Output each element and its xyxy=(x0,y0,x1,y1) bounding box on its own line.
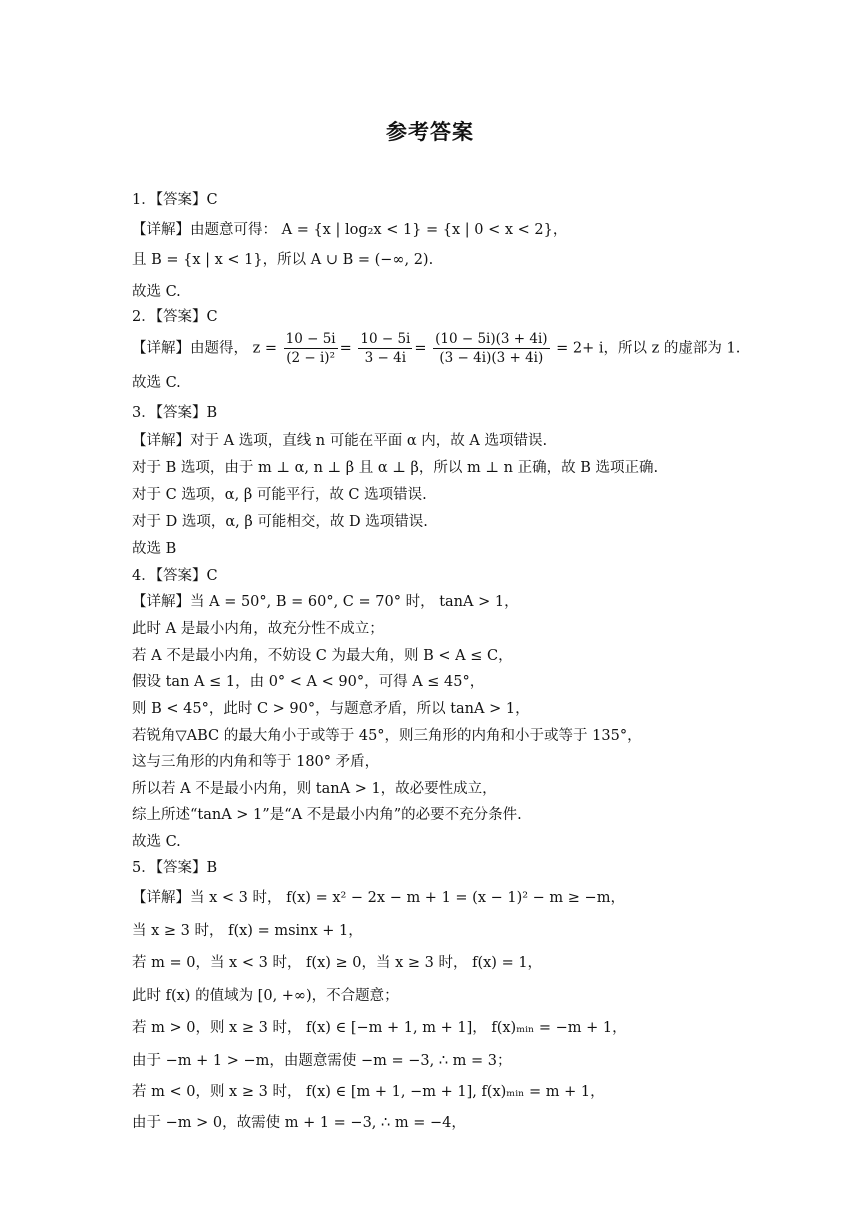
text-line: 若 m < 0，则 x ≥ 3 时， f(x) ∈ [m + 1, −m + 1], f(x)ₘᵢₙ = m + 1， xyxy=(132,1084,605,1100)
text-line: 若 m > 0，则 x ≥ 3 时， f(x) ∈ [−m + 1, m + 1]， f(x)ₘᵢₙ = −m + 1， xyxy=(132,1020,627,1036)
text-line: 对于 C 选项，α, β 可能平行，故 C 选项错误. xyxy=(132,487,427,503)
text-line: 3．【答案】B xyxy=(132,405,218,421)
fraction-3-numerator: (10 − 5i)(3 + 4i) xyxy=(435,331,548,347)
text-line: 综上所述“tanA > 1”是“A 不是最小内角”的必要不充分条件. xyxy=(132,807,522,823)
text-line: 此时 f(x) 的值域为 [0, +∞)，不合题意； xyxy=(132,988,399,1004)
text-line: 若 A 不是最小内角，不妨设 C 为最大角，则 B < A ≤ C， xyxy=(132,648,513,664)
text-line: 2．【答案】C xyxy=(132,309,218,325)
text-line: 【详解】当 x < 3 时， f(x) = x² − 2x − m + 1 = (x − 1)² − m ≥ −m， xyxy=(132,890,625,906)
text-line: 此时 A 是最小内角，故充分性不成立； xyxy=(132,621,384,637)
fraction-2-numerator: 10 − 5i xyxy=(360,331,411,347)
text-line: 故选 C. xyxy=(132,284,181,300)
text-line: 当 x ≥ 3 时， f(x) = msinx + 1， xyxy=(132,923,363,939)
q2-prefix: 【详解】由题得， z = xyxy=(132,340,278,357)
fraction-2 xyxy=(358,330,412,367)
fraction-1 xyxy=(284,330,338,367)
fraction-2-denominator: 3 − 4i xyxy=(364,350,407,366)
text-line: 所以若 A 不是最小内角，则 tanA > 1，故必要性成立， xyxy=(132,781,497,797)
text-line: 对于 D 选项，α, β 可能相交，故 D 选项错误. xyxy=(132,514,428,530)
text-line: 若 m = 0，当 x < 3 时， f(x) ≥ 0，当 x ≥ 3 时， f(x) = 1， xyxy=(132,955,543,971)
text-line: 且 B = {x | x < 1}，所以 A ∪ B = (−∞, 2). xyxy=(132,252,434,268)
text-line: 对于 B 选项，由于 m ⊥ α, n ⊥ β 且 α ⊥ β，所以 m ⊥ n 正确，故 B 选项正确. xyxy=(132,460,659,476)
text-line: 1．【答案】C xyxy=(132,192,218,208)
text-line: 4．【答案】C xyxy=(132,568,218,584)
fraction-3 xyxy=(433,330,549,367)
text-line: 若锐角▽ABC 的最大角小于或等于 45°，则三角形的内角和小于或等于 135°， xyxy=(132,728,642,744)
text-line: 故选 C. xyxy=(132,834,181,850)
page-title: 参考答案 xyxy=(386,120,474,144)
fraction-1-numerator: 10 − 5i xyxy=(285,331,336,347)
text-line: 5．【答案】B xyxy=(132,860,218,876)
text-line: 【详解】由题意可得： A = {x | log₂x < 1} = {x | 0 < x < 2}， xyxy=(132,222,568,238)
text-line: 这与三角形的内角和等于 180° 矛盾， xyxy=(132,754,380,770)
text-line: 假设 tan A ≤ 1，由 0° < A < 90°，可得 A ≤ 45°， xyxy=(132,674,485,690)
text-line: 【详解】当 A = 50°, B = 60°, C = 70° 时， tanA > 1， xyxy=(132,594,519,610)
text-line: 则 B < 45°，此时 C > 90°，与题意矛盾，所以 tanA > 1， xyxy=(132,701,530,717)
text-line: 故选 C. xyxy=(132,375,181,391)
q2-suffix: = 2+ i，所以 z 的虚部为 1. xyxy=(556,340,741,357)
text-line: 【详解】对于 A 选项，直线 n 可能在平面 α 内，故 A 选项错误. xyxy=(132,433,548,449)
fraction-1-denominator: (2 − i)² xyxy=(286,350,335,366)
text-line: 由于 −m > 0，故需使 m + 1 = −3, ∴ m = −4， xyxy=(132,1115,466,1131)
text-line: 由于 −m + 1 > −m，由题意需使 −m = −3, ∴ m = 3； xyxy=(132,1053,512,1069)
q2-detail-line: 【详解】由题得， z = $\frac{10 - 5i}{\text{(2 − i)²}}$ = $\frac{10 - 5i}{3 - 4i}$ = $\frac{(10 - 5i)(3 + 4i)}{(3 - 4i)(3 + 4i)}$ = 2+ i，所以 z 的虚部为 1. xyxy=(132,331,741,366)
text-line: 故选 B xyxy=(132,541,177,557)
fraction-3-denominator: (3 − 4i)(3 + 4i) xyxy=(439,350,544,366)
